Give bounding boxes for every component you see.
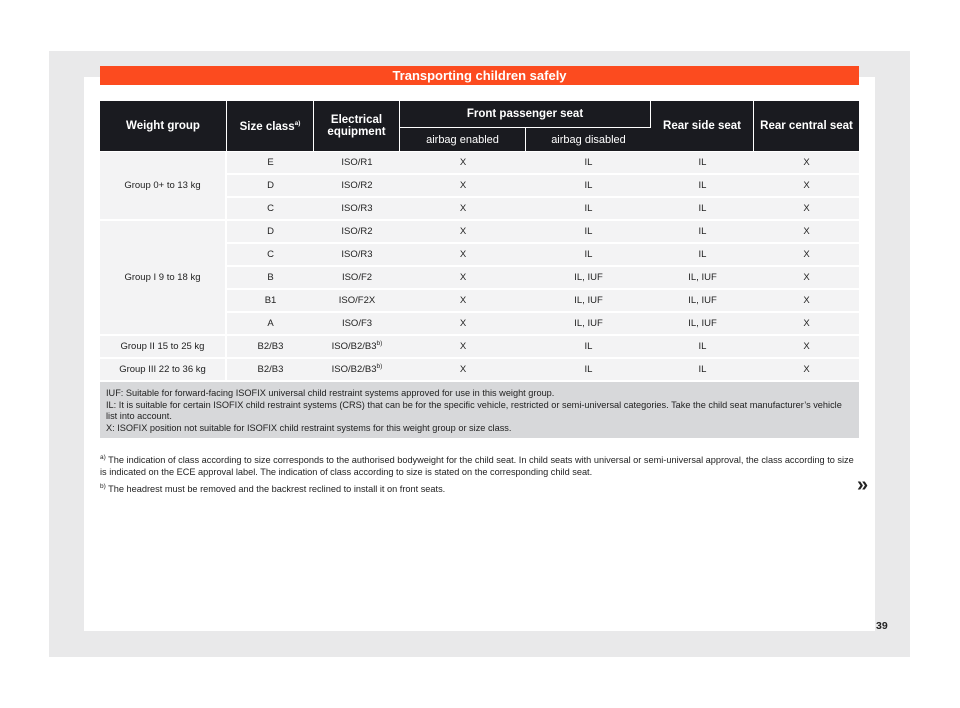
airbag-enabled-cell <box>400 267 526 290</box>
rear-central-seat-cell-text: X <box>803 180 810 191</box>
size-class-cell-text: B2/B3 <box>257 364 284 375</box>
size-class-cell <box>227 152 314 175</box>
rear-central-seat-cell <box>754 267 859 290</box>
airbag-enabled-cell <box>400 152 526 175</box>
rear-central-seat-cell-text: X <box>803 318 810 329</box>
fixture-cell <box>314 336 400 359</box>
weight-group-cell: Group I 9 to 18 kg <box>100 221 227 336</box>
airbag-disabled-cell-text: IL <box>584 157 593 168</box>
airbag-disabled-cell <box>526 267 651 290</box>
airbag-disabled-cell <box>526 359 651 382</box>
fixture-footnote-mark: b) <box>376 340 383 348</box>
header-rear-central-seat: Rear central seat <box>754 101 859 152</box>
fixture-cell <box>314 267 400 290</box>
fixture-cell-text: ISO/R2 <box>341 226 373 237</box>
airbag-enabled-cell <box>400 198 526 221</box>
rear-side-seat-cell <box>651 290 754 313</box>
size-class-cell <box>227 175 314 198</box>
airbag-disabled-cell-text: IL <box>584 203 593 214</box>
airbag-enabled-cell-text: X <box>459 272 467 283</box>
airbag-disabled-cell <box>526 152 651 175</box>
size-class-cell <box>227 221 314 244</box>
footnote-a-text: The indication of class according to size corresponds to the authorised bodyweight for the child seat. In child seats with universal or semi-universal approval, the class according to size is indicated on the ECE approval label. The indication of class according to size is stated on the corresponding child seat. <box>100 455 854 478</box>
fixture-cell <box>314 198 400 221</box>
rear-central-seat-cell <box>754 152 859 175</box>
airbag-disabled-cell <box>526 198 651 221</box>
header-size-class: Size class$^{a)}$ <box>227 101 314 152</box>
size-class-cell-text: B2/B3 <box>257 341 284 352</box>
header-airbag-enabled: airbag enabled <box>400 128 526 152</box>
fixture-cell <box>314 244 400 267</box>
continue-arrow-icon: » <box>857 474 869 496</box>
airbag-enabled-cell-text: X <box>459 341 467 352</box>
fixture-cell-text: ISO/R3 <box>341 249 373 260</box>
footnote-b-text: The headrest must be removed and the backrest reclined to install it on front seats. <box>108 484 446 495</box>
airbag-enabled-cell <box>400 336 526 359</box>
rear-central-seat-cell-text: X <box>803 272 810 283</box>
rear-side-seat-cell-text: IL <box>698 364 707 375</box>
airbag-disabled-cell <box>526 244 651 267</box>
airbag-disabled-cell-text: IL <box>584 249 593 260</box>
airbag-enabled-cell-text: X <box>459 157 467 168</box>
airbag-disabled-cell-text: IL <box>584 180 593 191</box>
airbag-disabled-cell <box>526 175 651 198</box>
airbag-enabled-cell-text: X <box>459 364 467 375</box>
table-legend <box>100 382 859 440</box>
rear-central-seat-cell <box>754 175 859 198</box>
rear-side-seat-cell <box>651 198 754 221</box>
rear-side-seat-cell-text: IL, IUF <box>688 272 717 283</box>
rear-central-seat-cell-text: X <box>803 203 810 214</box>
fixture-footnote-mark: b) <box>376 363 383 371</box>
rear-central-seat-cell-text: X <box>803 295 810 306</box>
airbag-disabled-cell <box>526 336 651 359</box>
rear-central-seat-cell <box>754 221 859 244</box>
footnote-b <box>100 481 860 495</box>
fixture-cell <box>314 221 400 244</box>
size-class-cell <box>227 313 314 336</box>
rear-central-seat-cell <box>754 198 859 221</box>
rear-side-seat-cell <box>651 313 754 336</box>
size-class-cell <box>227 290 314 313</box>
rear-side-seat-cell-text: IL <box>698 226 707 237</box>
airbag-disabled-cell-text: IL, IUF <box>574 295 603 306</box>
rear-side-seat-cell <box>651 152 754 175</box>
airbag-disabled-cell <box>526 290 651 313</box>
fixture-cell <box>314 313 400 336</box>
header-weight-group: Weight group <box>100 101 227 152</box>
airbag-enabled-cell <box>400 313 526 336</box>
rear-central-seat-cell <box>754 290 859 313</box>
header-electrical-equipment: Electrical equipment <box>314 101 400 152</box>
legend-x: X: ISOFIX position not suitable for ISOFIX child restraint systems for this weight group or size class. <box>106 422 512 433</box>
size-class-cell-text: C <box>267 203 274 214</box>
rear-side-seat-cell <box>651 221 754 244</box>
airbag-enabled-cell <box>400 244 526 267</box>
footnote-a <box>100 452 860 478</box>
footnote-a-mark: a) <box>100 454 106 461</box>
rear-side-seat-cell-text: IL, IUF <box>688 318 717 329</box>
airbag-enabled-cell <box>400 290 526 313</box>
size-class-cell <box>227 359 314 382</box>
header-airbag-disabled: airbag disabled <box>526 128 651 152</box>
airbag-disabled-cell <box>526 221 651 244</box>
weight-group-cell: Group III 22 to 36 kg <box>100 359 227 382</box>
fixture-cell <box>314 290 400 313</box>
airbag-disabled-cell <box>526 313 651 336</box>
airbag-enabled-cell-text: X <box>459 318 467 329</box>
size-class-cell <box>227 267 314 290</box>
size-class-cell-text: C <box>267 249 274 260</box>
airbag-disabled-cell-text: IL, IUF <box>574 272 603 283</box>
size-class-cell <box>227 198 314 221</box>
legend-il: IL: It is suitable for certain ISOFIX child restraint systems (CRS) that can be for the specific vehicle, restricted or semi-universal categories. Take the child seat manufacturer’s vehicle list into account. <box>106 399 842 421</box>
page-number: 39 <box>876 620 888 632</box>
fixture-cell <box>314 359 400 382</box>
fixture-cell <box>314 175 400 198</box>
weight-group-cell: Group 0+ to 13 kg <box>100 152 227 221</box>
airbag-disabled-cell-text: IL <box>584 341 593 352</box>
airbag-disabled-cell-text: IL, IUF <box>574 318 603 329</box>
rear-central-seat-cell-text: X <box>803 157 810 168</box>
rear-side-seat-cell <box>651 267 754 290</box>
airbag-disabled-cell-text: IL <box>584 226 593 237</box>
airbag-disabled-cell-text: IL <box>584 364 593 375</box>
size-class-cell-text: A <box>267 318 274 329</box>
rear-side-seat-cell <box>651 359 754 382</box>
fixture-cell <box>314 152 400 175</box>
size-class-cell-text: D <box>267 226 274 237</box>
rear-central-seat-cell <box>754 313 859 336</box>
table-row <box>100 221 859 244</box>
rear-side-seat-cell-text: IL <box>698 341 707 352</box>
weight-group-cell: Group II 15 to 25 kg <box>100 336 227 359</box>
rear-side-seat-cell <box>651 336 754 359</box>
isofix-table <box>100 101 859 440</box>
rear-central-seat-cell <box>754 336 859 359</box>
table-row <box>100 359 859 382</box>
rear-central-seat-cell-text: X <box>803 249 810 260</box>
table-row <box>100 152 859 175</box>
rear-central-seat-cell <box>754 359 859 382</box>
fixture-cell-text: ISO/B2/B3 <box>331 364 377 376</box>
size-class-cell <box>227 336 314 359</box>
size-class-cell-text: D <box>267 180 274 191</box>
fixture-cell-text: ISO/R3 <box>341 203 373 214</box>
size-class-cell-text: B <box>267 272 274 283</box>
airbag-enabled-cell-text: X <box>459 180 467 191</box>
rear-central-seat-cell-text: X <box>803 341 810 352</box>
fixture-cell-text: ISO/F2X <box>338 295 376 306</box>
airbag-enabled-cell-text: X <box>459 249 467 260</box>
fixture-cell-text: ISO/R1 <box>341 157 373 168</box>
size-class-cell <box>227 244 314 267</box>
rear-central-seat-cell-text: X <box>803 226 810 237</box>
airbag-enabled-cell <box>400 175 526 198</box>
section-banner: Transporting children safely <box>100 66 859 85</box>
size-class-cell-text: B1 <box>264 295 277 306</box>
footnote-b-mark: b) <box>100 483 106 490</box>
rear-central-seat-cell-text: X <box>803 364 810 375</box>
airbag-enabled-cell-text: X <box>459 226 467 237</box>
rear-side-seat-cell <box>651 175 754 198</box>
airbag-enabled-cell-text: X <box>459 295 467 306</box>
legend-iuf: IUF: Suitable for forward-facing ISOFIX universal child restraint systems approved for use in this weight group. <box>106 388 555 398</box>
header-front-passenger-seat: Front passenger seat <box>400 101 651 128</box>
table-row <box>100 336 859 359</box>
rear-side-seat-cell <box>651 244 754 267</box>
airbag-enabled-cell <box>400 221 526 244</box>
rear-side-seat-cell-text: IL <box>698 157 707 168</box>
fixture-cell-text: ISO/R2 <box>341 180 373 191</box>
fixture-cell-text: ISO/F2 <box>341 272 373 283</box>
rear-side-seat-cell-text: IL <box>698 180 707 191</box>
rear-side-seat-cell-text: IL, IUF <box>688 295 717 306</box>
fixture-cell-text: ISO/F3 <box>341 318 373 329</box>
rear-side-seat-cell-text: IL <box>698 203 707 214</box>
rear-side-seat-cell-text: IL <box>698 249 707 260</box>
rear-central-seat-cell <box>754 244 859 267</box>
size-class-cell-text: E <box>267 157 274 168</box>
airbag-enabled-cell-text: X <box>459 203 467 214</box>
header-rear-side-seat: Rear side seat <box>651 101 754 152</box>
airbag-enabled-cell <box>400 359 526 382</box>
fixture-cell-text: ISO/B2/B3 <box>331 341 377 353</box>
